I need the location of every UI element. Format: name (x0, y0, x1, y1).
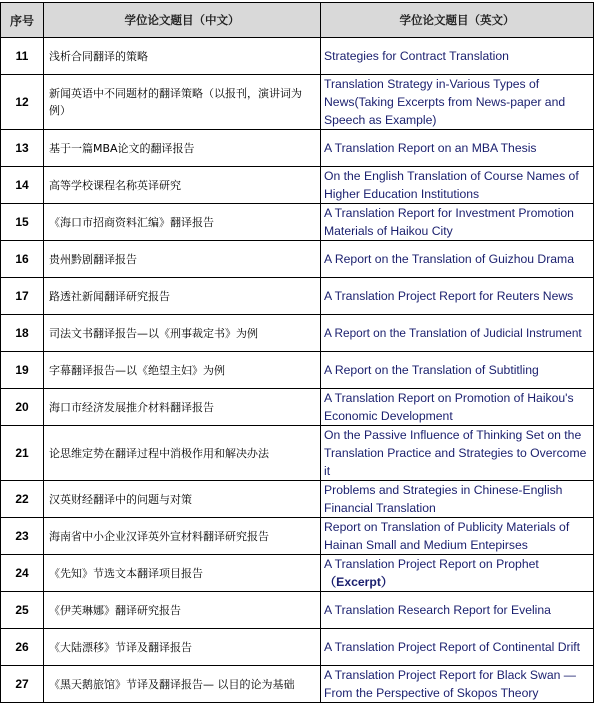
table-row (1, 38, 594, 75)
row-number: 24 (1, 555, 44, 592)
row-title-english: A Translation Research Report for Evelina (321, 592, 594, 629)
row-title-chinese: 《伊芙琳娜》翻译研究报告 (44, 592, 321, 629)
row-title-english (321, 555, 594, 592)
row-number: 15 (1, 204, 44, 241)
row-title-chinese: 新闻英语中不同题材的翻译策略（以报刊，演讲词为例） (44, 75, 321, 130)
row-title-english-main: A Translation Project Report on Prophet (324, 557, 539, 571)
row-title-chinese: 汉英财经翻译中的问题与对策 (44, 481, 321, 518)
row-title-chinese: 海南省中小企业汉译英外宣材料翻译研究报告 (44, 518, 321, 555)
row-number: 23 (1, 518, 44, 555)
row-title-chinese: 《黑天鹅旅馆》节译及翻译报告— 以目的论为基础 (44, 666, 321, 703)
row-number: 25 (1, 592, 44, 629)
row-title-english: A Translation Report on Promotion of Haikou's Economic Development (321, 389, 594, 426)
table-row (1, 666, 594, 703)
row-title-chinese: 路透社新闻翻译研究报告 (44, 278, 321, 315)
row-title-english: A Report on the Translation of Guizhou Drama (321, 241, 594, 278)
row-title-chinese: 高等学校课程名称英译研究 (44, 167, 321, 204)
row-title-english: Problems and Strategies in Chinese-English Financial Translation (321, 481, 594, 518)
row-title-english: A Translation Project Report of Continental Drift (321, 629, 594, 666)
table-row (1, 555, 594, 592)
table-row (1, 426, 594, 481)
table-row (1, 518, 594, 555)
row-title-chinese: 《海口市招商资料汇编》翻译报告 (44, 204, 321, 241)
table-row (1, 130, 594, 167)
table-row (1, 352, 594, 389)
row-title-chinese: 字幕翻译报告—以《绝望主妇》为例 (44, 352, 321, 389)
row-title-english: Report on Translation of Publicity Materials of Hainan Small and Medium Entepirses (321, 518, 594, 555)
row-number: 18 (1, 315, 44, 352)
thesis-title-table (0, 2, 594, 703)
row-title-english: On the Passive Influence of Thinking Set on the Translation Practice and Strategies to Overcome it (321, 426, 594, 481)
row-number: 11 (1, 38, 44, 75)
table-row (1, 241, 594, 278)
row-title-english: Strategies for Contract Translation (321, 38, 594, 75)
table-row (1, 592, 594, 629)
row-number: 19 (1, 352, 44, 389)
row-number: 17 (1, 278, 44, 315)
header-number: 序号 (1, 3, 44, 38)
row-title-chinese: 《先知》节选文本翻译项目报告 (44, 555, 321, 592)
table-row (1, 167, 594, 204)
table-row (1, 75, 594, 130)
table-row (1, 315, 594, 352)
row-title-chinese: 基于一篇MBA论文的翻译报告 (44, 130, 321, 167)
row-title-chinese: 《大陆漂移》节译及翻译报告 (44, 629, 321, 666)
row-number: 21 (1, 426, 44, 481)
table-row (1, 629, 594, 666)
row-title-chinese: 海口市经济发展推介材料翻译报告 (44, 389, 321, 426)
table-row (1, 204, 594, 241)
row-title-english: Translation Strategy in-Various Types of News(Taking Excerpts from News-paper and Speech as Example) (321, 75, 594, 130)
row-title-chinese: 浅析合同翻译的策略 (44, 38, 321, 75)
row-number: 13 (1, 130, 44, 167)
row-title-english: A Report on the Translation of Subtitling (321, 352, 594, 389)
table-row (1, 278, 594, 315)
row-title-english: On the English Translation of Course Names of Higher Education Institutions (321, 167, 594, 204)
header-title-english: 学位论文题目（英文） (321, 3, 594, 38)
row-title-english: A Translation Project Report for Reuters News (321, 278, 594, 315)
row-title-english: A Report on the Translation of Judicial Instrument (321, 315, 594, 352)
table-header-row (1, 3, 594, 38)
row-number: 22 (1, 481, 44, 518)
row-number: 20 (1, 389, 44, 426)
table-row (1, 389, 594, 426)
row-title-english-excerpt: （Excerpt） (324, 575, 394, 589)
row-title-chinese: 贵州黔剧翻译报告 (44, 241, 321, 278)
row-number: 27 (1, 666, 44, 703)
row-number: 26 (1, 629, 44, 666)
row-title-english: A Translation Project Report for Black Swan — From the Perspective of Skopos Theory (321, 666, 594, 703)
header-title-chinese: 学位论文题目（中文） (44, 3, 321, 38)
row-number: 14 (1, 167, 44, 204)
table-row (1, 481, 594, 518)
row-number: 16 (1, 241, 44, 278)
row-title-chinese: 论思维定势在翻译过程中消极作用和解决办法 (44, 426, 321, 481)
row-title-chinese: 司法文书翻译报告—以《刑事裁定书》为例 (44, 315, 321, 352)
row-number: 12 (1, 75, 44, 130)
row-title-english: A Translation Report on an MBA Thesis (321, 130, 594, 167)
row-title-english: A Translation Report for Investment Promotion Materials of Haikou City (321, 204, 594, 241)
